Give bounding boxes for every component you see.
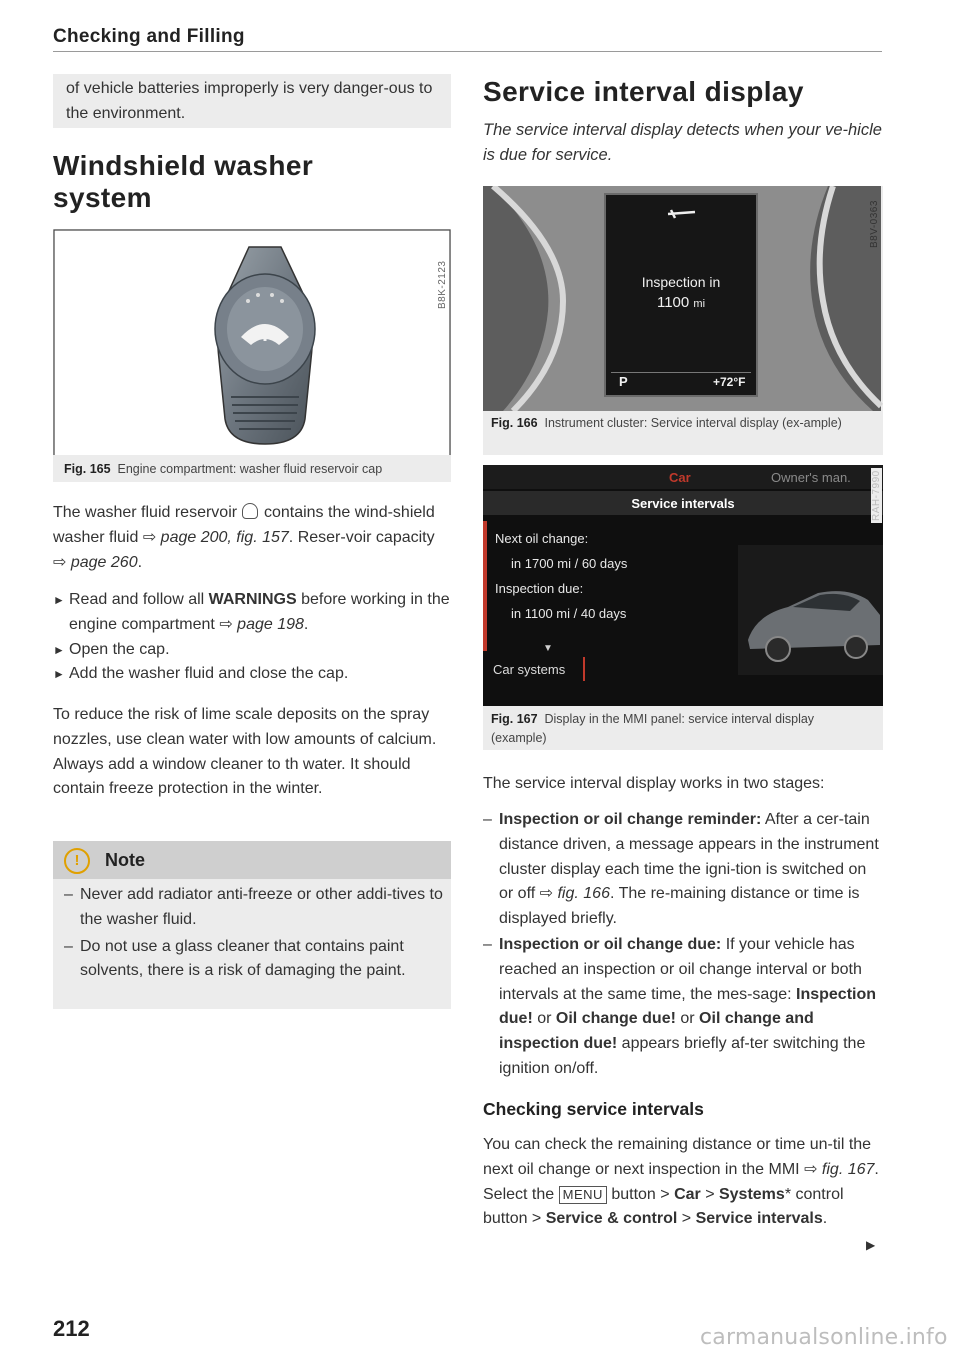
- mmi-menu-title: Service intervals: [631, 496, 735, 511]
- cross-ref-page-260[interactable]: ⇨ page 260: [53, 553, 138, 571]
- mmi-tab-owners-manual[interactable]: Owner's man.: [771, 470, 851, 485]
- stages-list: [483, 808, 883, 1082]
- continue-arrow-icon: ▶: [866, 1238, 876, 1252]
- running-header: Checking and Filling: [53, 26, 245, 47]
- cross-ref-page-200[interactable]: ⇨ page 200, fig. 157: [142, 528, 289, 546]
- subsection-title-checking: Checking service intervals: [483, 1099, 704, 1119]
- step-arrow-icon: ►: [53, 642, 65, 657]
- car-silhouette-image: [738, 545, 883, 675]
- figure-166: [483, 186, 883, 411]
- mmi-row-inspection-value: in 1100 mi / 40 days: [511, 606, 627, 621]
- figure-165: [53, 229, 451, 455]
- note-title: Note: [105, 850, 145, 870]
- step-arrow-icon: ►: [53, 667, 65, 682]
- note-items: [64, 883, 446, 984]
- mmi-footer-car-systems[interactable]: Car systems: [493, 662, 566, 677]
- section-title-service-interval: Service interval display: [483, 76, 804, 107]
- stage-due: – Inspection or oil change due: If your vehicle has reached an inspection or oil change interval or both intervals at the same time, the mes-sage: Inspection due! or Oil change due! or Oil change and inspection due! appears briefly af-ter switching the ignition on/off.: [483, 935, 877, 1077]
- mmi-row-oil-change-value: in 1700 mi / 60 days: [511, 556, 628, 571]
- cluster-inspection-label: Inspection in: [641, 274, 721, 290]
- cluster-outside-temp: +72°F: [713, 375, 746, 389]
- figure-167: [483, 465, 883, 706]
- paragraph-reservoir: The washer fluid reservoir contains the wind-shield washer fluid ⇨ page 200, fig. 157. Reser-voir capacity ⇨ page 260.: [53, 504, 435, 571]
- note-header: [53, 841, 451, 879]
- figure-167-caption: Fig. 167 Display in the MMI panel: service interval display (example): [491, 712, 815, 745]
- step-3: ► Add the washer fluid and close the cap.: [53, 662, 451, 687]
- mmi-selection-bar: [483, 521, 487, 651]
- cluster-inspection-value: 1100 mi: [656, 294, 706, 311]
- figure-code: B8V-0363: [869, 200, 880, 248]
- figure-166-caption: Fig. 166 Instrument cluster: Service interval display (ex-ample): [491, 416, 842, 430]
- washer-fluid-icon: [242, 503, 258, 519]
- washer-reservoir-cap-illustration: [53, 229, 451, 455]
- page-number: 212: [53, 1316, 90, 1341]
- cross-ref-fig-167[interactable]: ⇨ fig. 167: [804, 1160, 875, 1178]
- menu-button-key: MENU: [559, 1186, 607, 1204]
- mmi-tab-car[interactable]: Car: [669, 470, 691, 485]
- mmi-row-inspection-due[interactable]: Inspection due:: [495, 581, 584, 596]
- cross-ref-fig-166[interactable]: ⇨ fig. 166: [539, 885, 610, 903]
- figure-code: B8K-2123: [437, 260, 448, 309]
- figure-code: RAH-7990: [871, 470, 882, 521]
- scroll-down-icon[interactable]: ▼: [543, 643, 553, 654]
- section-subtitle: The service interval display detects when your ve-hicle is due for service.: [483, 121, 882, 164]
- paragraph-two-stages: The service interval display works in two stages:: [483, 775, 825, 792]
- header-rule: [53, 51, 882, 52]
- section-title-windshield: Windshield washer system: [53, 150, 314, 213]
- procedure-steps: [53, 588, 451, 687]
- site-watermark: carmanualsonline.info: [700, 1325, 948, 1350]
- note-exclamation-icon: !: [64, 848, 90, 874]
- warning-continuation-text: of vehicle batteries improperly is very danger-ous to the environment.: [66, 80, 433, 122]
- note-item-1: – Never add radiator anti-freeze or other addi-tives to the washer fluid.: [64, 886, 443, 928]
- step-1: ► Read and follow all WARNINGS before working in the engine compartment ⇨ page 198.: [53, 588, 451, 638]
- mmi-row-next-oil-change[interactable]: Next oil change:: [495, 531, 589, 546]
- step-2: ► Open the cap.: [53, 638, 451, 663]
- cluster-gear-indicator: P: [619, 374, 628, 389]
- paragraph-checking-intervals: You can check the remaining distance or time un-til the next oil change or next inspection in the MMI ⇨ fig. 167. Select the MENU button > Car > Systems* control button > Service & control > Service intervals.: [483, 1136, 879, 1228]
- stage-reminder: – Inspection or oil change reminder: After a cer-tain distance driven, a message appears in the instrument cluster display each time the igni-tion is switched on or off ⇨ fig. 166. The re-maining distance or time is displayed briefly.: [483, 811, 879, 928]
- cross-ref-page-198[interactable]: ⇨ page 198: [219, 615, 304, 633]
- step-arrow-icon: ►: [53, 593, 65, 607]
- paragraph-lime-scale: To reduce the risk of lime scale deposits on the spray nozzles, use clean water with low amounts of calcium. Always add a window cleaner to th water. It should contain freeze protection in the winter.: [53, 706, 437, 798]
- figure-165-caption: Fig. 165 Engine compartment: washer fluid reservoir cap: [64, 462, 383, 476]
- note-item-2: – Do not use a glass cleaner that contains paint solvents, there is a risk of damaging the paint.: [64, 937, 406, 980]
